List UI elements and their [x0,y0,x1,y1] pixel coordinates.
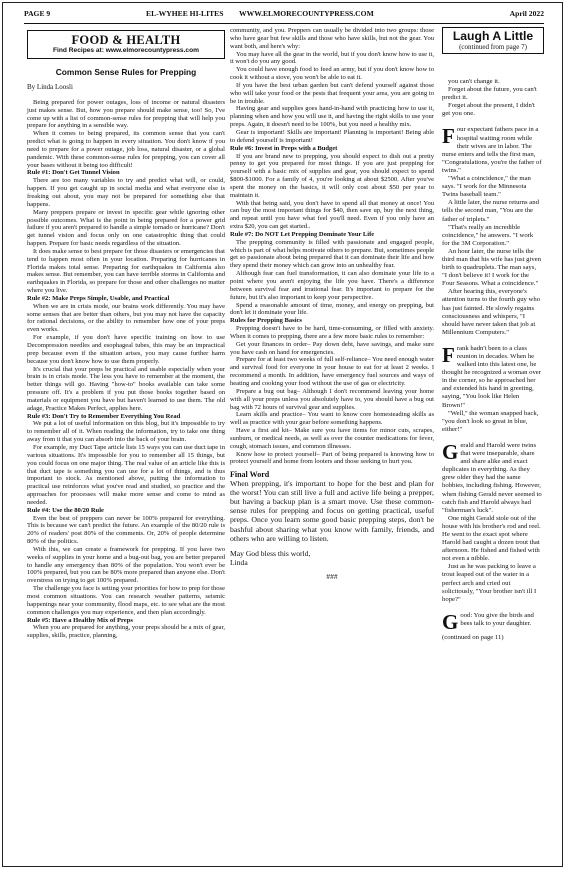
page-header [24,9,544,21]
article-paragraph: Although fear can fuel transformation, it can also dominate your life to a point where you aren't enjoying the life you have. There's a difference between survival fear and irrational fear. It's important to prepare for the future, but it's also important to keep your perspective. [230,270,434,301]
article-paragraph: For example, if you don't have specific training on how to use Decompression needles and esophageal tubes, this may be an impractical prep because even if the situation arises, you may cause further harm because you don't know how to use them properly. [27,334,225,365]
rule-heading: Rule #7: Do NOT Let Prepping Dominate Your Life [230,230,375,238]
end-mark: ### [326,571,338,581]
joke-text: After hearing this, everyone's attention turns to the fourth guy who has just fainted. He slowly regains consciousness and whispers, "I should have never taken that job at Millennium Computers." [442,288,541,336]
paper-name: EL-WYHEE HI-LITES [146,9,224,18]
joke-text: An hour later, the nurse tells the third man that his wife has just given birth to quadruplets. The man says, "I don't believe it! I work for the Four Seasons. What a coincidence." [442,247,541,288]
joke-text: Forget about the present, I didn't get you one. [442,102,535,118]
drop-cap: F [442,342,455,367]
article-paragraph: For example, my Duct Tape article lists 15 ways you can use duct tape in various situations. It's impossible for you to remember all 15 things, but you could focus on one major thing. The real value of an article like this is that duct tape is something you can use for a lot of things, and is thus important to stock. As mentioned above, putting the information to practical use reinforces what you've read and studied, so practice and the approaches for processes will make more sense and come to mind as needed. [27,443,225,506]
article-paragraph: You could have enough food to feed an army, but if you don't know how to cook it without a stove, you won't be able to eat it. [230,66,434,82]
section-banner [27,30,225,59]
joke-paragraph [442,248,542,288]
joke-paragraph [442,175,542,199]
article-paragraph: When you are prepared for anything, your preps should be a mix of gear, supplies, skills, practice, planning, [27,624,225,640]
header-rule [24,23,544,24]
final-word-text: When prepping, it's important to hope for the best and plan for the worst! You can still live a full and active life being a prepper, but having a backup plan is a smart move. Use these common-sense rules for prepping and focus on getting practical, useful preps. Once you learn some good basic prepping steps, don't be bashful about sharing what you know with family, friends, and others who are willing to listen. [230,479,434,543]
article-paragraph: When it comes to being prepared, its common sense that you can't predict what is going to happen in every situation. You don't know if you need to prepare for a power outage, job loss, natural disaster, or a global pandemic. With these common-sense rules for prepping, you can cover all your bases without it being too difficult! [27,130,225,169]
joke-paragraph [442,609,542,634]
article-paragraph: Prepare a bug out bag– Although I don't recommend leaving your home with all your preps unless you absolutely have to, you should have a bug out bag with 72 hours of survival gear and supplies. [230,387,434,411]
article-paragraph: Having gear and supplies goes hand-in-hand with practicing how to use it, planning when and how you will use it, and having the right skills to use your preps. Again, it doesn't need to be 100%, but you need a healthy mix. [230,105,434,129]
humor-column [442,78,542,642]
article-paragraph: Many preppers prepare or invest in specific gear while ignoring other possible outcomes. What is the point in being prepared for a power grid failure if you aren't prepared to handle a simple tornado or hurricane? Don't get tunnel vision and focus only on one catastrophic thing that could happen. Prepare for basic needs regardless of the situation. [27,208,225,248]
article-paragraph: If you have the best urban garden but can't defend yourself against those who will take your food or the pests that frequent your area, you are going to be in trouble. [230,81,434,105]
continued-note: (continued on page 11) [442,634,504,641]
humor-banner [442,27,544,54]
article-byline: By Linda Loosli [27,83,73,91]
article-paragraph: The prepping community is filled with passionate and engaged people, which is part of what helps motivate others to prepare. But, sometimes people get so passionate about being prepared that it can dominate their life and how they spend their money which can grow into an unhealthy fear. [230,238,434,270]
signature: Linda [230,557,248,567]
section-subtitle: Find Recipes at: www.elmorecountypress.com [53,47,199,54]
article-paragraph: Prepare for at least two weeks of full self-reliance– You need enough water and survival food for everyone in your house to eat for at least 2 weeks. I recommend a month. In addition, have emergency fuel sources and ways of heating and cooking your food without the use of gas or electricity. [230,356,434,387]
joke-paragraph [442,86,542,102]
section-title: FOOD & HEALTH [71,33,181,47]
drop-cap: G [442,609,459,634]
article-paragraph: You may have all the gear in the world, but if you don't know how to use it, it won't do you any good. [230,50,434,66]
joke-text: "That's really an incredible coincidence," he answers. "I work for the 3M Corporation." [442,223,534,247]
joke-text: rank hadn't been to a class reunion in decades. When he walked into this latest one, he thought he recognized a woman over in the corner, so he approached her and extended his hand in greeting, saying, "You look like Helen Brown!" [442,344,541,409]
joke-paragraph [442,342,542,410]
joke-paragraph [442,224,542,248]
rule-heading: Rule #6: Invest in Preps with a Budget [230,144,338,152]
joke-text: "What a coincidence," the man says. "I work for the Minnesota Twins baseball team." [442,175,531,199]
article-column-1 [27,30,225,640]
closing-line: May God bless this world, [230,548,311,558]
issue-date: April 2022 [509,9,544,18]
rule-heading: Rule #5: Have a Healthy Mix of Preps [27,616,133,624]
joke-text: "Well," the woman snapped back, "you don't look so great in blue, either!" [442,409,539,433]
article-paragraph: It does make sense to best prepare for those disasters or emergencies that tend to happen most often in your location. Preparing for hurricanes in Florida makes total sense. Preparing for earthquakes in California also makes sense. But remember, you can have terrible storms in California and earthquakes in Florida, so prepare for those and other challenges no matter where you live. [27,247,225,295]
joke-paragraph [442,410,542,434]
article-paragraph: Learn skills and practice– You want to know core homesteading skills as well as practice with your gear before something happens. [230,411,434,427]
joke-paragraph [442,78,542,86]
joke-text: Forget about the future, you can't predict it. [442,86,537,102]
final-word-heading: Final Word [230,470,270,480]
joke-text: you can't change it. [448,78,500,85]
joke-text: ood: You give the birds and bees talk to your daughter. [460,611,534,627]
drop-cap: G [442,439,459,464]
article-title: Common Sense Rules for Prepping [55,67,197,77]
website: WWW.ELMORECOUNTYPRESS.COM [239,9,374,18]
article-paragraph: We put a lot of useful information on this blog, but it's impossible to try to remember all of it. When reading the information, try to take one thing away from it that you can absorb into the back of your brain. [27,420,225,444]
article-paragraph: When we are in crisis mode, our brains work differently. You may have some senses that are better than others, but you may not have the capacity for rational decisions, or the ability to remember how one of your preps even works. [27,302,225,334]
joke-paragraph [442,199,542,223]
drop-cap: F [442,124,455,149]
rule-heading: Rule #1: Don't Get Tunnel Vision [27,169,120,177]
article-paragraph: If you are brand new to prepping, you should expect to dish out a pretty penny to get you prepared for most things. If you are just prepping for yourself with a basic mix of supplies and gear, you should expect to spend $800-$1000. For a family of 4, you're looking at about $2500. After you've spent the money on the basics, it will only cost about $50 per year to maintain it. [230,152,434,199]
article-paragraph: The challenge you face is setting your priorities for how to prep for those most common situations. You can research weather patterns, seismic happenings near your community, flood maps, etc. to see what are the most common challenges you may experience, and then plan accordingly. [27,585,225,616]
article-paragraph: It's crucial that your preps be practical and usable especially when your brain is in crisis mode. The less you have to remember at the moment, the better things will go. Having "how-to" books available can take some pressure off. It's a problem if you put those books together based on materials or equipment you have but haven't learned to use them. The old adage, Practice Makes Perfect, applies here. [27,365,225,412]
rule-heading: Rule #4: Use the 80/20 Rule [27,506,104,514]
humor-title: Laugh A Little [452,29,534,43]
article-paragraph: community, and you. Preppers can usually be divided into two groups: those who have gear but few skills and those who have skills, but not the gear. You want both, and here's why: [230,27,434,50]
rule-heading: Rules for Prepping Basics [230,317,302,325]
page-number: PAGE 9 [24,9,51,18]
article-paragraph: Being prepared for power outages, loss of income or natural disasters just makes sense. But, how you prepare should make sense, too! So, I've come up with a list of common-sense rules for prepping that will help you prepare for anything in a sensible way. [27,98,225,130]
joke-text: our expectant fathers pace in a hospital waiting room while their wives are in labor. The nurse enters and tells the first man, "Congratulations, you're the father of twins." [442,126,542,174]
article-paragraph: Gear is important! Skills are important! Planning is important! Being able to defend yourself is important! [230,128,434,144]
article-column-2 [230,27,434,581]
joke-paragraph [442,126,542,175]
joke-paragraph [442,563,542,603]
article-paragraph: There are too many variables to try and predict what will, or could, happen. If you get caught up in social media and what everyone else is freaking out about, you may not be prepared for something else that happens. [27,177,225,208]
article-paragraph: Prepping doesn't have to be hard, time-consuming, or filled with anxiety. When it comes to prepping, there are a few more basic rules to remember: [230,325,434,340]
joke-text: A little later, the nurse returns and tells the second man, "You are the father of triplets." [442,199,539,223]
article-paragraph: Know how to protect yourself– Part of being prepared is knowing how to protect yourself and home from looters and those seeking to hurt you. [230,450,434,466]
joke-paragraph [442,439,542,515]
joke-paragraph [442,288,542,337]
rule-heading: Rule #3: Don't Try to Remember Everything You Read [27,412,181,420]
rule-heading: Rule #2: Make Preps Simple, Usable, and Practical [27,294,170,302]
article-paragraph: Get your finances in order– Pay down debt, have savings, and make sure you have cash on hand for emergencies. [230,340,434,356]
article-paragraph: With this, we can create a framework for prepping. If you have two weeks of supplies in your home and a bug-out bag, you are better prepared to handle any emergency than 80% of the population. You won't ever be 100% prepared, but you can be 80% more prepared than anyone else. Don't overstress on trying to get 100% prepared. [27,545,225,585]
joke-paragraph [442,102,542,118]
article-paragraph: Spend a reasonable amount of time, money, and energy on prepping, but don't let it dominate your life. [230,301,434,317]
joke-paragraph [442,515,542,564]
joke-text: One night Gerald stole out of the house with his brother's rod and reel. He went to the exact spot where Harold had caught a dozen trout that afternoon. He fished and fished with not even a nibble. [442,514,541,563]
article-paragraph: With that being said, you don't have to spend all that money at once! You can buy the most important things for $40, then save up, buy the next thing, and repeat until you have what feel you'll need. Even if you only have an extra $20, you can get started.. [230,199,434,231]
humor-subtitle: (continued from page 7) [459,43,527,51]
joke-text: Just as he was packing to leave a trout leaped out of the water in a perfect arch and cried out solicitously, "Your brother isn't ill I hope?" [442,563,537,603]
joke-text: erald and Harold were twins that were inseparable, share and share alike and exact duplicates in everything. As they grew older they had the same hobbies, including fishing. However, when fishing Gerald never seemed to catch fish and Harold always had "fisherman's luck". [442,441,542,514]
article-paragraph: Even the best of preppers can never be 100% prepared for everything. This is because we can't predict the future. An example of the 80/20 rule is 20% of readers' post 80% of the comments. Or, 20% of people determine 80% of the politics. [27,514,225,546]
article-paragraph: Have a first aid kit– Make sure you have items for minor cuts, scrapes, sunburn, or medical needs, as well as over the counter medications for fever, cough, stomach issues, and common illnesses. [230,427,434,450]
